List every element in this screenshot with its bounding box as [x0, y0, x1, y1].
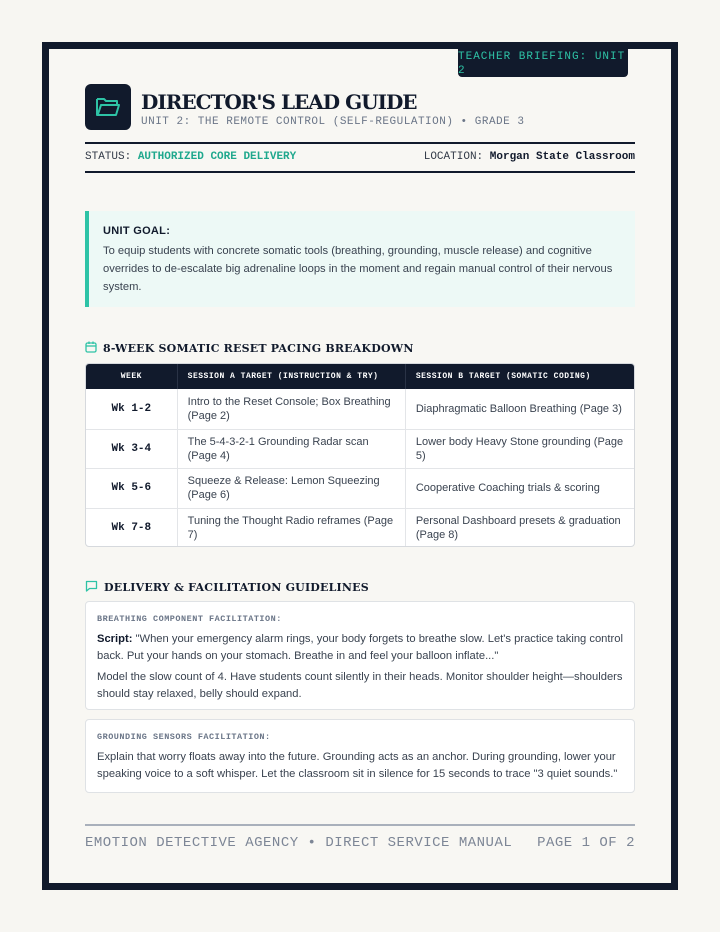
guidelines-heading: [85, 580, 369, 595]
status-label: STATUS:: [85, 151, 132, 163]
unit-goal-title: UNIT GOAL:: [103, 225, 171, 237]
briefing-tab: TEACHER BRIEFING: UNIT 2: [458, 49, 628, 77]
location-field: [424, 151, 635, 163]
week-cell: Wk 7-8: [86, 509, 178, 548]
page-sheet: [49, 49, 671, 883]
footer-agency: EMOTION DETECTIVE AGENCY • DIRECT SERVICE MANUAL: [85, 835, 513, 851]
script-label: Script:: [97, 633, 133, 645]
session-b-cell: Cooperative Coaching trials & scoring: [415, 482, 600, 495]
column-header-session-b: SESSION B TARGET (SOMATIC CODING): [415, 372, 591, 381]
page-subtitle: UNIT 2: THE REMOTE CONTROL (SELF-REGULATION) • GRADE 3: [141, 116, 525, 128]
page-number: PAGE 1 OF 2: [537, 835, 635, 851]
session-a-cell: Intro to the Reset Console; Box Breathing (Page 2): [178, 389, 406, 429]
page-frame: [42, 42, 678, 890]
status-field: [85, 151, 296, 163]
location-label: LOCATION:: [423, 151, 484, 163]
session-a-cell: Squeeze & Release: Lemon Squeezing (Page 6): [178, 469, 406, 508]
pacing-heading: [85, 341, 414, 356]
table-row: [86, 468, 634, 508]
status-value: AUTHORIZED CORE DELIVERY: [137, 151, 297, 163]
guidelines-heading-text: DELIVERY & FACILITATION GUIDELINES: [104, 581, 369, 594]
script-text: "When your emergency alarm rings, your body forgets to breathe slow. Let's practice taking control back. Put your hands on your stomach. Breathe in and feel your balloon inflate...": [97, 633, 623, 662]
table-row: [86, 429, 634, 469]
grounding-facilitation-card: [85, 719, 635, 793]
table-header: [86, 364, 634, 389]
page-title: DIRECTOR'S LEAD GUIDE: [141, 90, 417, 114]
table-row: [86, 389, 634, 429]
session-b-cell: Diaphragmatic Balloon Breathing (Page 3): [415, 402, 622, 415]
status-bar: [85, 142, 635, 173]
page-footer: [85, 824, 635, 851]
card-label: BREATHING COMPONENT FACILITATION:: [97, 614, 282, 624]
unit-goal-box: [85, 211, 635, 307]
folder-open-icon: [85, 84, 131, 130]
column-header-session-a: SESSION A TARGET (INSTRUCTION & TRY): [178, 364, 406, 389]
pacing-heading-text: 8-WEEK SOMATIC RESET PACING BREAKDOWN: [103, 342, 414, 355]
session-a-cell: Tuning the Thought Radio reframes (Page 7): [178, 509, 406, 548]
script-paragraph: [97, 631, 623, 665]
week-cell: Wk 1-2: [86, 389, 178, 429]
location-value: Morgan State Classroom: [489, 151, 635, 163]
table-row: [86, 508, 634, 548]
column-header-week: WEEK: [86, 364, 178, 389]
week-cell: Wk 5-6: [86, 469, 178, 508]
week-cell: Wk 3-4: [86, 430, 178, 469]
session-b-cell: Lower body Heavy Stone grounding (Page 5): [415, 435, 624, 462]
card-label: GROUNDING SENSORS FACILITATION:: [97, 732, 271, 742]
session-a-cell: The 5-4-3-2-1 Grounding Radar scan (Page 4): [178, 430, 406, 469]
session-b-cell: Personal Dashboard presets & graduation (Page 8): [415, 514, 621, 541]
calendar-icon: [85, 341, 97, 356]
speech-bubble-icon: [85, 580, 98, 595]
breathing-facilitation-card: [85, 601, 635, 710]
table-body: [86, 389, 634, 547]
header: [85, 84, 635, 134]
unit-goal-text: To equip students with concrete somatic tools (breathing, grounding, muscle release) and cognitive overrides to de-escalate big adrenaline loops in the moment and regain manual control of their nervous system.: [103, 245, 613, 293]
card-note: Model the slow count of 4. Have students count silently in their heads. Monitor shoulder height—shoulders should stay relaxed, belly should expand.: [97, 671, 623, 700]
card-note: Explain that worry floats away into the future. Grounding acts as an anchor. During grounding, lower your speaking voice to a soft whisper. Let the classroom sit in silence for 15 seconds to trace "3 quiet sounds.": [97, 751, 618, 780]
pacing-table: [85, 363, 635, 547]
